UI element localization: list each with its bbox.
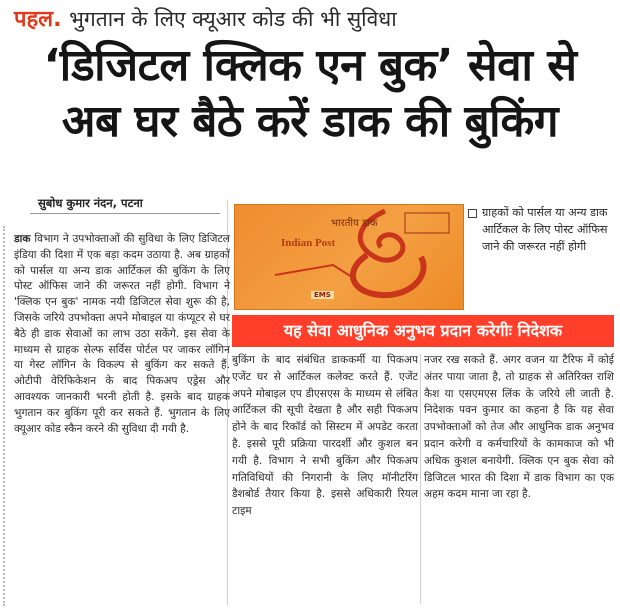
article-text-left: विभाग ने उपभोक्ताओं की सुविधा के लिए डिजिटल इंडिया की दिशा में एक बड़ा कदम उठाया है. अब ग्राहकों को पार्सल या अन्य डाक आर्टिकल की बुकिंग के लिए पोस्ट ऑफिस जाने की जरूरत नहीं होगी. विभाग ने 'क्लिक एन बुक' नामक नयी डिजिटल सेवा शुरू की है, जिसके जरिये उपभोक्ता अपने मोबाइल या कंप्यूटर से घर बैठे ही डाक सेवाओं का लाभ उठा सकेंगे. इस सेवा के माध्यम से ग्राहक सेल्फ सर्विस पोर्टल पर जाकर लॉगिन या गेस्ट लॉगिन के विकल्प से बुकिंग कर सकते हैं. ओटीपी वेरिफिकेशन के बाद पिकअप एड्रेस और आवश्यक जानकारी भरनी होती है. इसके बाद ग्राहक भुगतान कर बुकिंग पूरी कर सकते हैं. भुगतान के लिए क्यूआर कोड स्कैन करने की सुविधा दी गयी है.	[14, 233, 230, 435]
byline: सुबोध कुमार नंदन, पटना	[38, 196, 143, 210]
india-post-hindi-label: भारतीय डाक	[331, 218, 378, 229]
india-post-english-label: Indian Post	[281, 237, 336, 249]
article-column-left	[14, 232, 230, 610]
headline	[0, 38, 620, 150]
india-post-image	[234, 204, 464, 310]
article-lead-word: डाक	[14, 233, 31, 245]
left-edge-rule	[3, 226, 7, 606]
strap-dot: .	[53, 7, 62, 32]
strap-tag: पहल	[14, 7, 54, 32]
article-column-right: नजर रख सकते हैं. अगर वजन या टैरिफ में कोई अंतर पाया जाता है, तो ग्राहक से अतिरिक्त राशि कैश या एसएमएस लिंक के जरिये ली जाती है. निदेशक पवन कुमार का कहना है कि यह सेवा उपभोक्ताओं को तेज और आधुनिक डाक अनुभव प्रदान करेगी व कर्मचारियों के कामकाज को भी अधिक कुशल बनायेगी. क्लिक एन बुक सेवा को डिजिटल भारत की दिशा में डाक विभाग का एक अहम कदम माना जा रहा है.	[424, 354, 614, 501]
headline-line-2: अब घर बैठे करें डाक की बुकिंग	[61, 96, 559, 147]
column-divider-right	[420, 354, 421, 604]
strap	[14, 2, 614, 36]
headline-line-1: ‘डिजिटल क्लिक एन बुक’ सेवा से	[43, 40, 577, 91]
bullet-square-icon	[468, 209, 477, 218]
highlight-text: ग्राहकों को पार्सल या अन्य डाक आर्टिकल के लिए पोस्ट ऑफिस जाने की जरूरत नहीं होगी	[482, 206, 608, 253]
article-column-middle: बुकिंग के बाद संबंधित डाककर्मी या पिकअप एजेंट घर से आर्टिकल कलेक्ट करते हैं. एजेंट अपने मोबाइल एप डीएसएस के माध्यम से लंबित आर्टिकल की सूची देखता है और सही पिकअप होने के बाद रिकॉर्ड को सिस्टम में अपडेट करता है. इससे पूरी प्रक्रिया पारदर्शी और कुशल बन गयी है. विभाग ने सभी बुकिंग और पिकअप गतिविधियों की निगरानी के लिए मॉनीटरिंग डैशबोर्ड तैयार किया है. इससे अधिकारी रियल टाइम	[232, 354, 418, 518]
highlight-box	[468, 204, 610, 308]
byline-rule	[30, 213, 220, 214]
strap-line: भुगतान के लिए क्यूआर कोड की भी सुविधा	[69, 7, 397, 31]
subheading-banner: यह सेवा आधुनिक अनुभव प्रदान करेगीः निदेशक	[232, 315, 614, 347]
ems-badge: EMS	[311, 291, 334, 299]
